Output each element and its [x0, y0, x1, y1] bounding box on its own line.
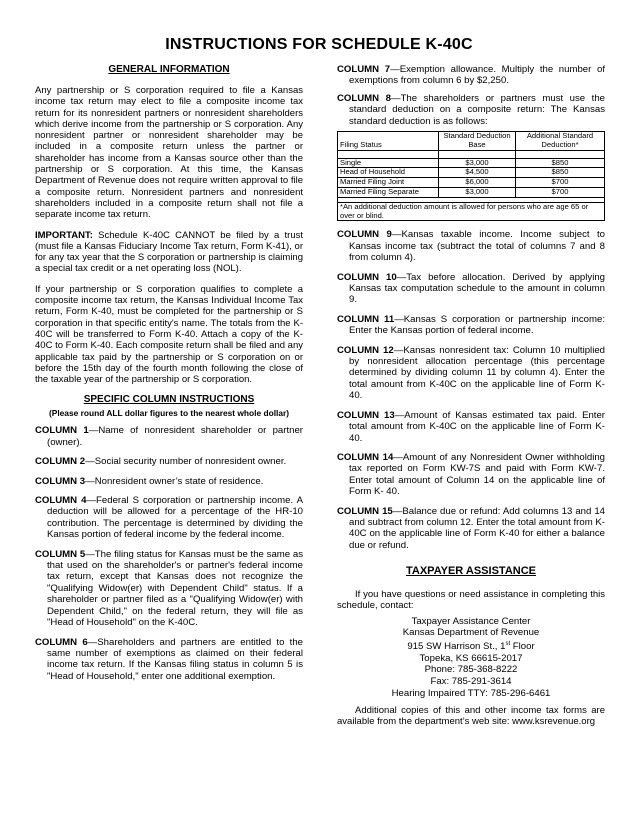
general-paragraph-1: Any partnership or S corporation required to file a Kansas income tax return may elect to file a composite income tax return for its nonresident partners or nonresident shareholders which derive income from the partnership or S corporation. Any nonresident partner or nonresident shareholder may be included in a composite return unless the partner or shareholder has income from a Kansas source other than the partnership or S corporation. At this time, the Kansas Department of Revenue does not require written approval to file a composite return. Nonresident partners and nonresident shareholders included in a composite return shall not file a separate income tax return. [35, 85, 303, 221]
column-6-instruction: COLUMN 6—Shareholders and partners are entitled to the same number of exemptions as claimed on their federal income tax return. If the Kansas filing status in column 5 is "Head of Household," enter one additional exemption. [35, 636, 303, 682]
table-row: Single $3,000 $850 [338, 158, 605, 168]
assistance-dept: Kansas Department of Revenue [402, 627, 540, 639]
assistance-intro: If you have questions or need assistance in completing this schedule, contact: [337, 589, 605, 612]
column-10-instruction: COLUMN 10—Tax before allocation. Derived by applying Kansas tax computation schedule to the amount in column 9. [337, 271, 605, 306]
page-title: INSTRUCTIONS FOR SCHEDULE K-40C [165, 36, 473, 53]
important-label: IMPORTANT: [35, 229, 93, 241]
column-1-instruction: COLUMN 1—Name of nonresident shareholder or partner (owner). [35, 425, 303, 448]
table-header-row [338, 132, 605, 151]
column-14-instruction: COLUMN 14—Amount of any Nonresident Owner withholding tax reported on Form KW-7S and paid with Form KW-7. Enter total amount of Column 14 on the applicable line of Form K- 40. [337, 451, 605, 498]
column-12-instruction: COLUMN 12—Kansas nonresident tax: Column 10 multiplied by nonresident allocation percentage (this percentage determined by dividing column 11 by column 4). Enter the total amount from K-40C on the applicable line of Form K-40. [337, 344, 605, 402]
assistance-city: Topeka, KS 66615-2017 [419, 652, 523, 664]
table-row: Married Filing Joint $6,000 $700 [338, 178, 605, 188]
column-3-instruction: COLUMN 3—Nonresident owner’s state of residence. [35, 475, 264, 487]
assistance-fax: Fax: 785-291-3614 [430, 675, 512, 687]
column-13-instruction: COLUMN 13—Amount of Kansas estimated tax paid. Enter total amount from K-40C on the applicable line of Form K- 40. [337, 409, 606, 444]
table-footnote: *An additional deduction amount is allowed for persons who are age 65 or over or blind. [338, 202, 605, 221]
general-information-heading: GENERAL INFORMATION [108, 64, 230, 75]
column-5-instruction: COLUMN 5—The filing status for Kansas must be the same as that used on the shareholder's or partner's federal income tax return, except that Kansas does not recognize the "Qualifying Widow(er) with Dependent Child" status. If a shareholder or partner filed as a "Qualifying Widow(er) with Dependent Child," on the federal return, they will file as "Head of Household" on the K-40C. [35, 548, 303, 629]
assistance-phone: Phone: 785-368-8222 [424, 664, 518, 676]
assistance-closing: Additional copies of this and other income tax forms are available from the department’s web site: www.ksrevenue.org [337, 705, 605, 728]
right-column [337, 64, 605, 728]
assistance-tty: Hearing Impaired TTY: 785-296-6461 [391, 687, 551, 699]
column-11-instruction: COLUMN 11—Kansas S corporation or partnership income: Enter the Kansas portion of federal income. [337, 313, 606, 337]
rounding-note: (Please round ALL dollar figures to the nearest whole dollar) [48, 408, 290, 419]
header-filing-status: Filing Status [338, 132, 439, 151]
table-row: Married Filing Separate $3,000 $700 [338, 188, 605, 198]
column-7-instruction: COLUMN 7—Exemption allowance. Multiply the number of exemptions from column 6 by $2,250. [337, 64, 605, 87]
contact-block [337, 616, 605, 699]
header-standard-deduction: Standard Deduction Base [439, 132, 516, 151]
column-8-instruction: COLUMN 8—The shareholders or partners must use the standard deduction on a composite return: The Kansas standard deduction is as follows: [337, 92, 605, 127]
table-row: Head of Household $4,500 $850 [338, 168, 605, 178]
standard-deduction-table [337, 131, 605, 221]
general-paragraph-3: If your partnership or S corporation qualifies to complete a composite income tax return, the Kansas Individual Income Tax return, Form K-40, must be completed for the partnership or S corporation in that specific entity's name. The totals from the K-40C will be transferred to Form K-40. Attach a copy of the K-40C to Form K-40. Each composite return shall be filed and any applicable tax paid by the partnership or S corporation on or before the 15th day of the fourth month following the close of the taxable year of the partnership or S corporation. [35, 283, 303, 386]
specific-column-heading: SPECIFIC COLUMN INSTRUCTIONS [83, 394, 255, 406]
assistance-center: Taxpayer Assistance Center [411, 615, 531, 627]
taxpayer-assistance-heading: TAXPAYER ASSISTANCE [406, 565, 536, 578]
important-text: Schedule K-40C CANNOT be filed by a trust (must file a Kansas Fiduciary Income Tax return, Form K-41), or for any tax year that the S corporation or partnership is claiming a special tax credit or a net operating loss (NOL). [35, 229, 303, 275]
column-15-instruction: COLUMN 15—Balance due or refund: Add columns 13 and 14 and subtract from column 12. Enter the total amount from K-40C on the applicable line of Form K-40 for either a balance due or refund. [337, 505, 605, 551]
column-4-instruction: COLUMN 4—Federal S corporation or partnership income. A deduction will be allowed for a percentage of the HR-10 contribution. The percentage is determined by dividing the Kansas portion of federal income by the federal income. [35, 495, 304, 541]
table-footnote-row [338, 202, 605, 221]
column-9-instruction: COLUMN 9—Kansas taxable income. Income subject to Kansas income tax (subtract the total of columns 7 and 8 from column 4). [337, 229, 605, 264]
left-column [35, 64, 303, 690]
assistance-street: 915 SW Harrison St., 1st Floor [407, 640, 535, 653]
header-additional-deduction: Additional Standard Deduction* [516, 132, 605, 151]
column-2-instruction: COLUMN 2—Social security number of nonresident owner. [35, 456, 287, 468]
general-paragraph-2 [35, 230, 303, 275]
